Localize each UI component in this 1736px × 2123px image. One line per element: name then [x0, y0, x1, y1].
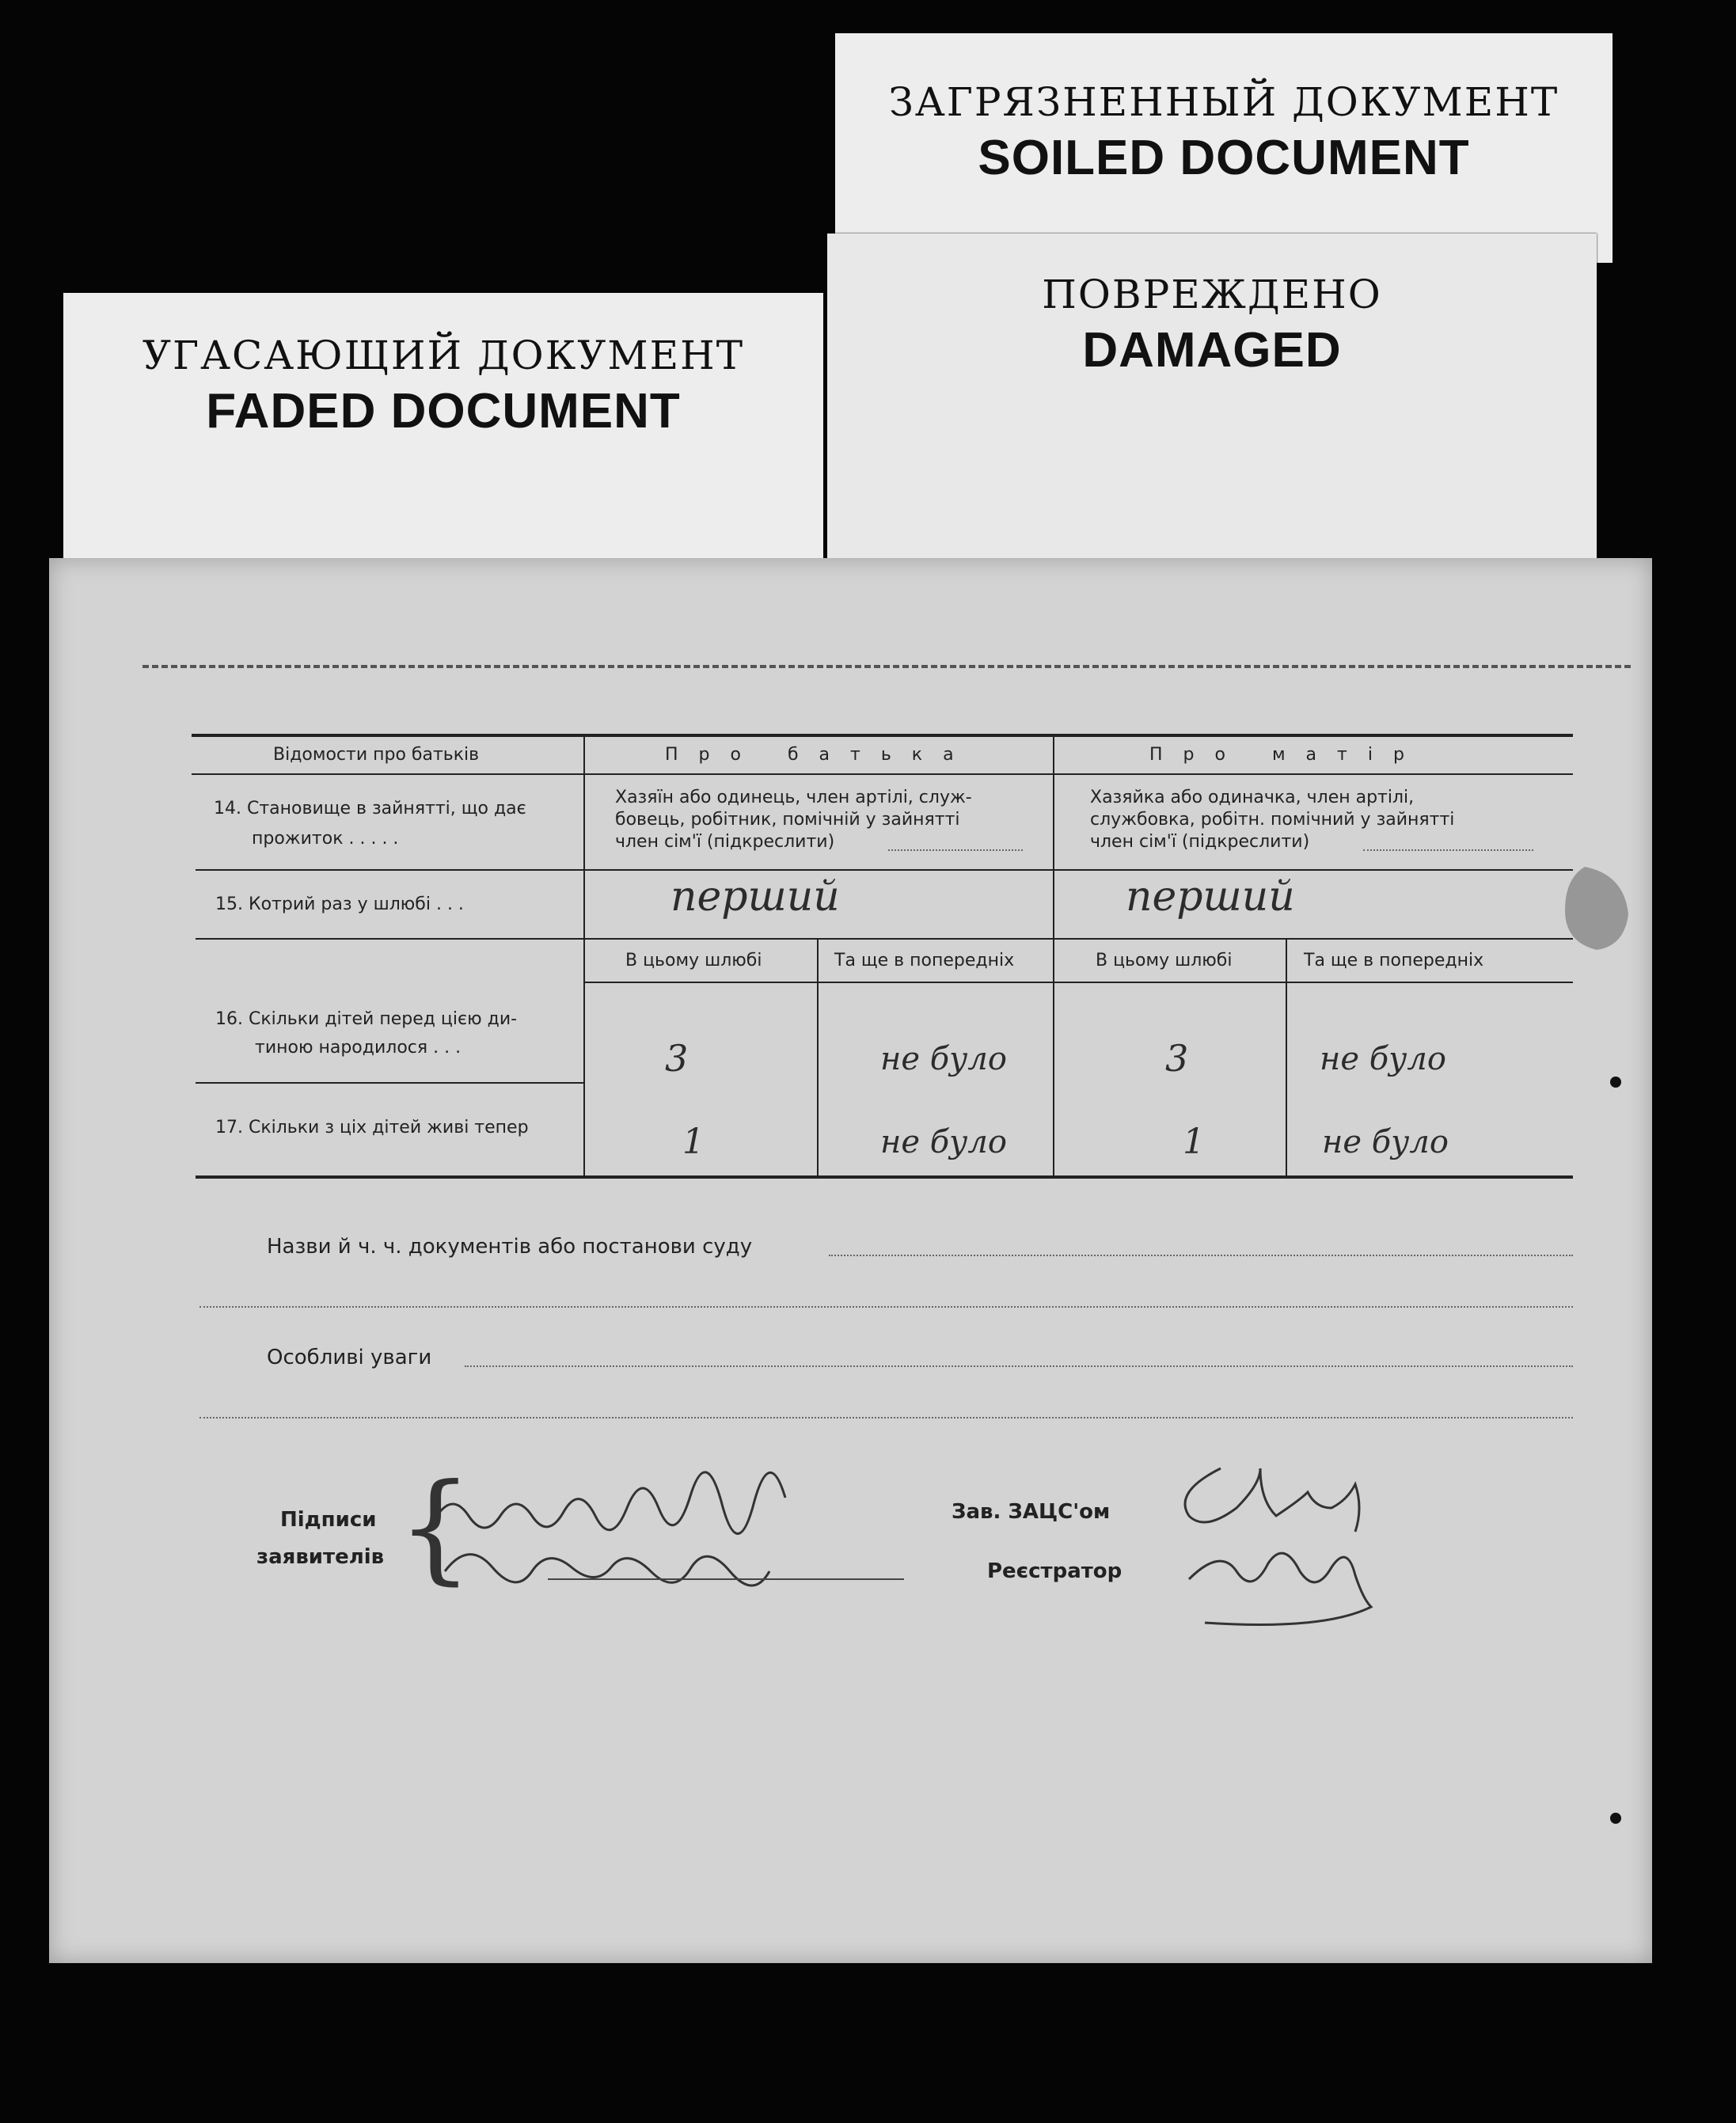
soiled-label-ru: ЗАГРЯЗНЕННЫЙ ДОКУМЕНТ: [888, 79, 1559, 125]
father-this-marriage: В цьому шлюбі: [625, 951, 762, 970]
punch-hole-2: [1610, 1813, 1621, 1824]
row14-label-1: 14. Становище в зайнятті, що дає: [214, 799, 526, 818]
soiled-label-en: SOILED DOCUMENT: [978, 131, 1470, 185]
row15-father-value: перший: [670, 873, 840, 921]
row14-rule: [196, 869, 1573, 871]
header-father: Про батька: [665, 745, 974, 765]
remarks-dots-1: [465, 1365, 1573, 1367]
row16-rule: [196, 1082, 583, 1084]
soiled-document-label: [835, 33, 1613, 263]
row15-rule: [196, 938, 1573, 940]
remarks-dots-2: [199, 1417, 1573, 1418]
col-divider-mother: [1286, 938, 1287, 1177]
row16-label-1: 16. Скільки дітей перед цією ди-: [215, 1009, 518, 1029]
col-divider-father: [817, 938, 819, 1177]
row16-father-prev: не було: [880, 1041, 1007, 1077]
subheader-rule: [583, 982, 1573, 983]
header-mother: Про матір: [1149, 745, 1425, 765]
damaged-document-label: [827, 234, 1597, 558]
applicants-label-1: Підписи: [280, 1508, 377, 1532]
father-previous: Та ще в попередніх: [834, 951, 1015, 970]
table-bottom-rule: [196, 1175, 1573, 1179]
header-rule: [192, 773, 1573, 775]
row17-label: 17. Скільки з ціх дітей живі тепер: [215, 1118, 529, 1137]
remarks-label: Особливі уваги: [267, 1346, 432, 1369]
row14-mother-dots: [1363, 849, 1533, 851]
row14-mother-3: член сім'ї (підкреслити): [1090, 832, 1310, 852]
row16-mother-prev: не було: [1320, 1041, 1446, 1077]
row14-father-3: член сім'ї (підкреслити): [615, 832, 835, 852]
header-col-label: Відомости про батьків: [273, 745, 480, 765]
registrar-label: Реєстратор: [987, 1559, 1123, 1583]
table-top-rule: [192, 734, 1573, 737]
faded-document-label: [63, 293, 823, 562]
documents-label: Назви й ч. ч. документів або постанови суду: [267, 1235, 753, 1259]
punch-hole-1: [1610, 1077, 1621, 1088]
mother-this-marriage: В цьому шлюбі: [1096, 951, 1233, 970]
applicants-brace: {: [397, 1459, 473, 1597]
row14-father-2: бовець, робітник, помічній у зайнятті: [615, 810, 960, 830]
row17-mother-this: 1: [1183, 1122, 1205, 1162]
row17-mother-prev: не було: [1322, 1124, 1449, 1160]
applicant-signatures: [429, 1468, 944, 1587]
document-sheet: [49, 558, 1652, 1963]
row14-mother-2: службовка, робітн. помічний у зайнятті: [1090, 810, 1455, 830]
documents-dots-1: [829, 1255, 1573, 1256]
damaged-label-en: DAMAGED: [1082, 323, 1342, 378]
documents-dots-2: [199, 1306, 1573, 1308]
row16-father-this: 3: [665, 1037, 689, 1080]
row14-label-2: прожиток . . . . .: [252, 829, 399, 849]
row14-father-dots: [888, 849, 1023, 851]
row16-mother-this: 3: [1165, 1037, 1189, 1080]
row15-mother-value: перший: [1126, 873, 1295, 921]
faded-label-ru: УГАСАЮЩИЙ ДОКУМЕНТ: [142, 332, 745, 378]
row14-father-1: Хазяїн або одинець, член артілі, служ-: [615, 788, 972, 807]
damaged-label-ru: ПОВРЕЖДЕНО: [1042, 272, 1382, 317]
head-label: Зав. ЗАЦС'ом: [952, 1500, 1111, 1524]
mother-previous: Та ще в попередніх: [1304, 951, 1484, 970]
row15-label: 15. Котрий раз у шлюбі . . .: [215, 894, 464, 914]
faded-label-en: FADED DOCUMENT: [206, 384, 681, 439]
row16-label-2: тиною народилося . . .: [255, 1038, 462, 1058]
row17-father-prev: не було: [880, 1124, 1007, 1160]
col-divider-2: [1053, 736, 1054, 1177]
stain-mark: [1553, 859, 1648, 954]
perforation-line: [142, 665, 1631, 668]
col-divider-1: [583, 736, 585, 1177]
applicants-label-2: заявителів: [256, 1545, 385, 1569]
row14-mother-1: Хазяйка або одиначка, член артілі,: [1090, 788, 1415, 807]
row17-father-this: 1: [682, 1122, 705, 1162]
official-signatures: [1173, 1453, 1506, 1643]
